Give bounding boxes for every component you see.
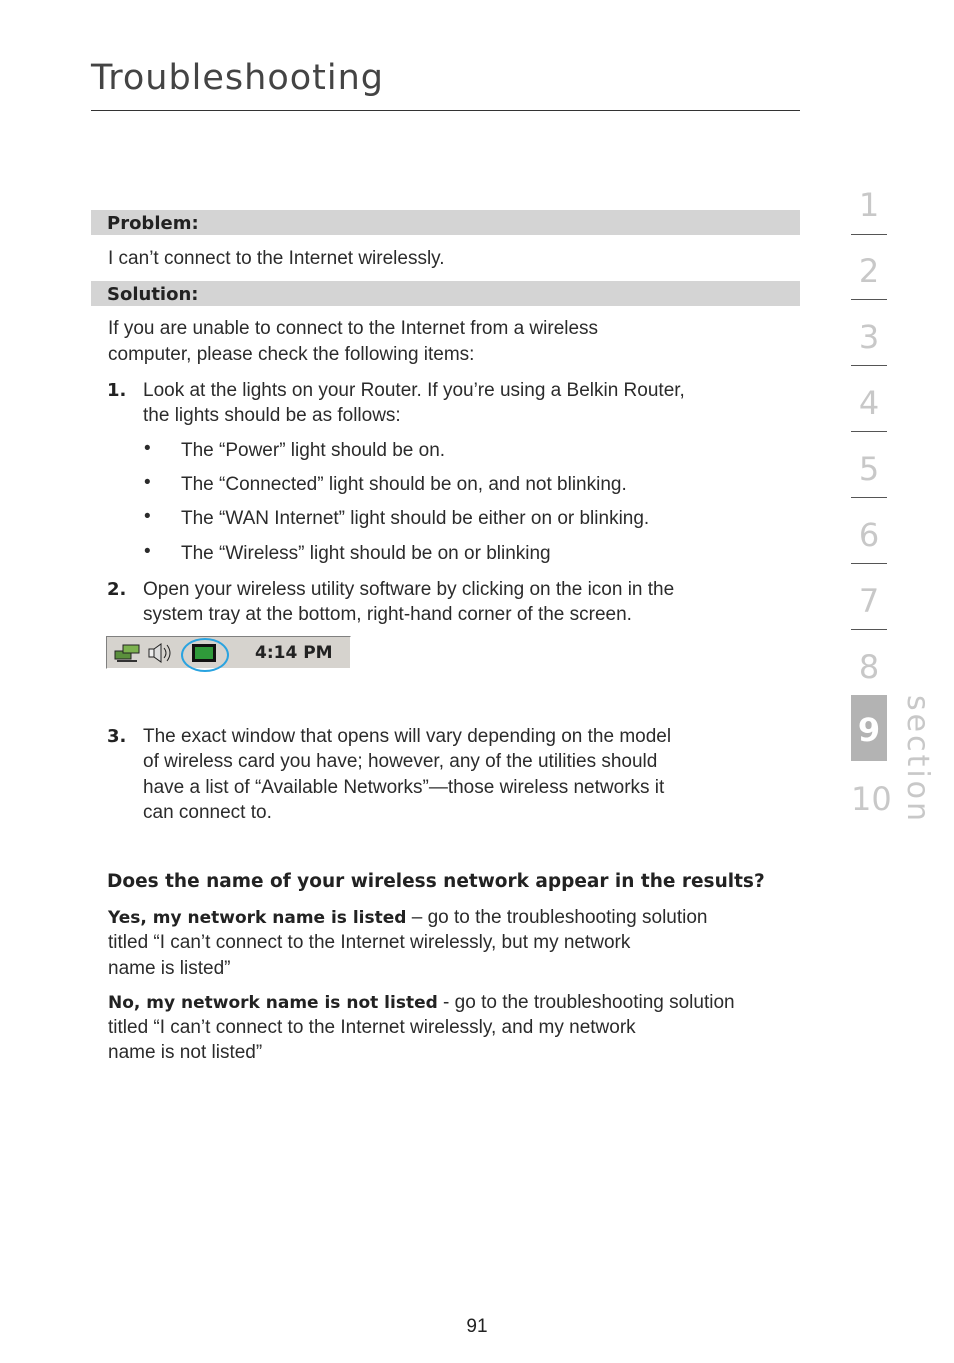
bullet-text: The “Wireless” light should be on or blinking <box>181 543 551 564</box>
section-tab-6[interactable]: 6 <box>858 516 880 554</box>
bullet-marker: • <box>144 472 151 493</box>
section-divider <box>851 629 887 630</box>
problem-header-bar <box>91 210 800 235</box>
step-text: system tray at the bottom, right-hand corner of the screen. <box>143 604 632 625</box>
section-tab-7[interactable]: 7 <box>858 582 880 620</box>
section-tab-9-active[interactable] <box>851 695 887 761</box>
step-number: 2. <box>107 579 127 600</box>
bullet-text: The “Connected” light should be on, and not blinking. <box>181 474 627 495</box>
step-text: The exact window that opens will vary depending on the model <box>143 726 672 747</box>
page-title: Troubleshooting <box>91 58 385 98</box>
problem-label: Problem: <box>107 213 199 234</box>
step-text: have a list of “Available Networks”—those wireless networks it <box>143 777 665 798</box>
bullet-text: The “Power” light should be on. <box>181 440 446 461</box>
section-tab-1[interactable]: 1 <box>858 186 880 224</box>
step-number: 1. <box>107 380 127 401</box>
section-tab-5[interactable]: 5 <box>858 450 880 488</box>
page-number: 91 <box>466 1316 488 1337</box>
yes-answer-text: – go to the troubleshooting solution <box>406 907 708 928</box>
problem-text: I can’t connect to the Internet wirelessly. <box>108 248 445 269</box>
bullet-marker: • <box>144 541 151 562</box>
solution-intro-line: computer, please check the following items: <box>108 344 475 365</box>
section-divider <box>851 234 887 235</box>
step-text: the lights should be as follows: <box>143 405 401 426</box>
yes-answer-text: name is listed” <box>108 958 231 979</box>
section-divider <box>851 563 887 564</box>
bullet-text: The “WAN Internet” light should be either on or blinking. <box>181 508 650 529</box>
yes-answer-label: Yes, my network name is listed <box>108 908 407 928</box>
title-divider <box>91 110 800 111</box>
section-divider <box>851 497 887 498</box>
step-text: can connect to. <box>143 802 272 823</box>
solution-header-bar <box>91 281 800 306</box>
no-answer-text: - go to the troubleshooting solution <box>437 992 735 1013</box>
no-answer-label: No, my network name is not listed <box>108 993 438 1013</box>
section-tab-9-label: 9 <box>857 711 881 749</box>
yes-answer-text: titled “I can’t connect to the Internet wirelessly, but my network <box>108 932 631 953</box>
section-tab-3[interactable]: 3 <box>858 318 880 356</box>
solution-label: Solution: <box>107 284 199 305</box>
section-divider <box>851 299 887 300</box>
no-answer-text: name is not listed” <box>108 1042 263 1063</box>
no-answer-text: titled “I can’t connect to the Internet wirelessly, and my network <box>108 1017 636 1038</box>
solution-intro-line: If you are unable to connect to the Internet from a wireless <box>108 318 599 339</box>
step-text: Open your wireless utility software by clicking on the icon in the <box>143 579 675 600</box>
bullet-marker: • <box>144 438 151 459</box>
bullet-marker: • <box>144 506 151 527</box>
network-icon <box>113 641 143 665</box>
section-divider <box>851 431 887 432</box>
highlight-circle <box>181 638 229 672</box>
section-label: section <box>900 695 935 825</box>
section-divider <box>851 365 887 366</box>
section-tab-10[interactable]: 10 <box>851 780 892 818</box>
section-tab-4[interactable]: 4 <box>858 384 880 422</box>
step-text: of wireless card you have; however, any of the utilities should <box>143 751 658 772</box>
no-answer-line <box>108 990 735 1017</box>
tray-clock: 4:14 PM <box>255 643 333 663</box>
system-tray-screenshot <box>106 636 351 669</box>
section-tab-2[interactable]: 2 <box>858 252 880 290</box>
speaker-icon <box>145 641 179 665</box>
yes-answer-line <box>108 905 708 932</box>
step-number: 3. <box>107 726 127 747</box>
section-tab-8[interactable]: 8 <box>858 648 880 686</box>
step-text: Look at the lights on your Router. If you’re using a Belkin Router, <box>143 380 685 401</box>
question-heading: Does the name of your wireless network appear in the results? <box>107 871 765 892</box>
